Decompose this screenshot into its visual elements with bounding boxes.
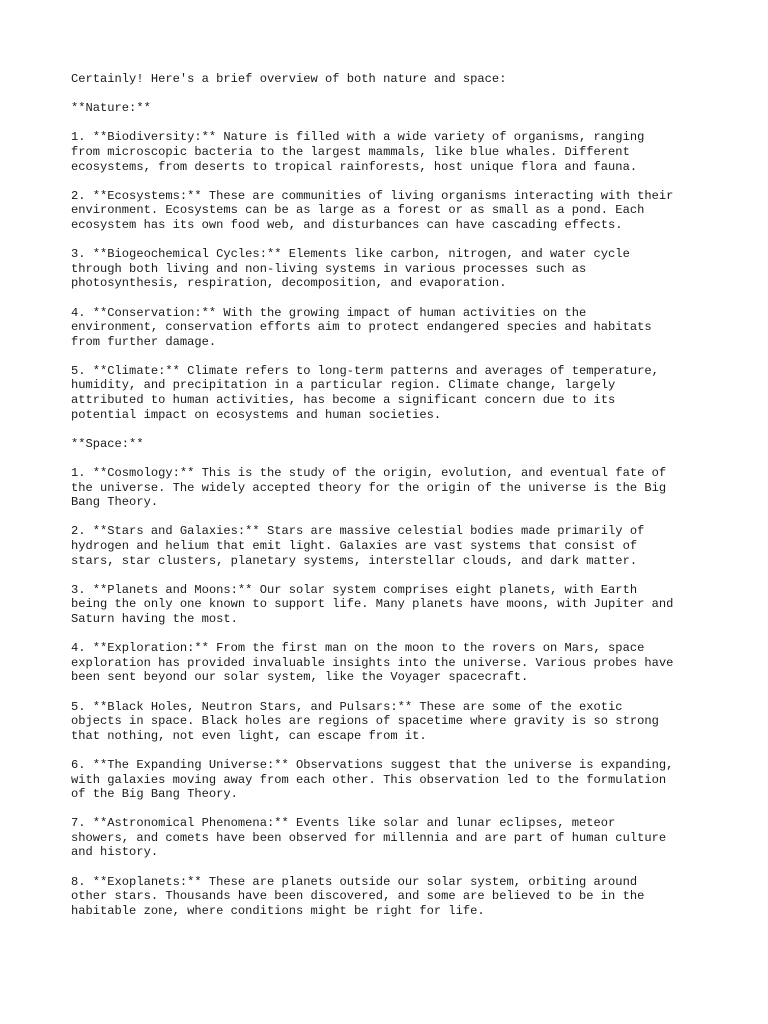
document-body — [71, 72, 711, 933]
space-item: 3. **Planets and Moons:** Our solar system comprises eight planets, with Earth being the only one known to support life. Many planets have moons, with Jupiter and Saturn having the most. — [71, 582, 674, 626]
space-heading: **Space:** — [71, 436, 144, 451]
space-item: 8. **Exoplanets:** These are planets outside our solar system, orbiting around other stars. Thousands have been discovered, and some are believed to be in the habitable zone, where conditions might be right for life. — [71, 874, 645, 918]
space-item: 6. **The Expanding Universe:** Observations suggest that the universe is expanding, with galaxies moving away from each other. This observation led to the formulation of the Big Bang Theory. — [71, 757, 674, 802]
nature-item: 2. **Ecosystems:** These are communities of living organisms interacting with their environment. Ecosystems can be as large as a forest or as small as a pond. Each ecosystem has its own food web, and disturbances can have cascading effects. — [71, 188, 674, 232]
nature-item: 5. **Climate:** Climate refers to long-term patterns and averages of temperature, humidity, and precipitation in a particular region. Climate change, largely attributed to human activities, has become a significant concern due to its potential impact on ecosystems and human societies. — [71, 363, 659, 422]
nature-item: 3. **Biogeochemical Cycles:** Elements like carbon, nitrogen, and water cycle through both living and non-living systems in various processes such as photosynthesis, respiration, decomposition, and evaporation. — [71, 247, 630, 291]
space-item: 2. **Stars and Galaxies:** Stars are massive celestial bodies made primarily of hydrogen and helium that emit light. Galaxies are vast systems that consist of stars, star clusters, planetary systems, interstellar clouds, and dark matter. — [71, 524, 645, 568]
space-item: 5. **Black Holes, Neutron Stars, and Pulsars:** These are some of the exotic objects in space. Black holes are regions of spacetime where gravity is so strong that nothing, not even light, can escape from it. — [71, 699, 659, 743]
nature-item: 1. **Biodiversity:** Nature is filled with a wide variety of organisms, ranging from microscopic bacteria to the largest mammals, like blue whales. Different ecosystems, from deserts to tropical rainforests, host unique flora and fauna. — [71, 130, 645, 174]
space-item: 1. **Cosmology:** This is the study of the origin, evolution, and eventual fate of the universe. The widely accepted theory for the origin of the universe is the Big Bang Theory. — [71, 466, 667, 510]
space-item: 4. **Exploration:** From the first man on the moon to the rovers on Mars, space exploration has provided invaluable insights into the universe. Various probes have been sent beyond our solar system, like the Voyager spacecraft. — [71, 641, 674, 685]
nature-heading: **Nature:** — [71, 101, 151, 116]
nature-item: 4. **Conservation:** With the growing impact of human activities on the environment, conservation efforts aim to protect endangered species and habitats from further damage. — [71, 305, 652, 349]
intro-paragraph: Certainly! Here's a brief overview of both nature and space: — [71, 72, 507, 86]
space-item: 7. **Astronomical Phenomena:** Events like solar and lunar eclipses, meteor showers, and comets have been observed for millennia and are part of human culture and history. — [71, 816, 667, 860]
